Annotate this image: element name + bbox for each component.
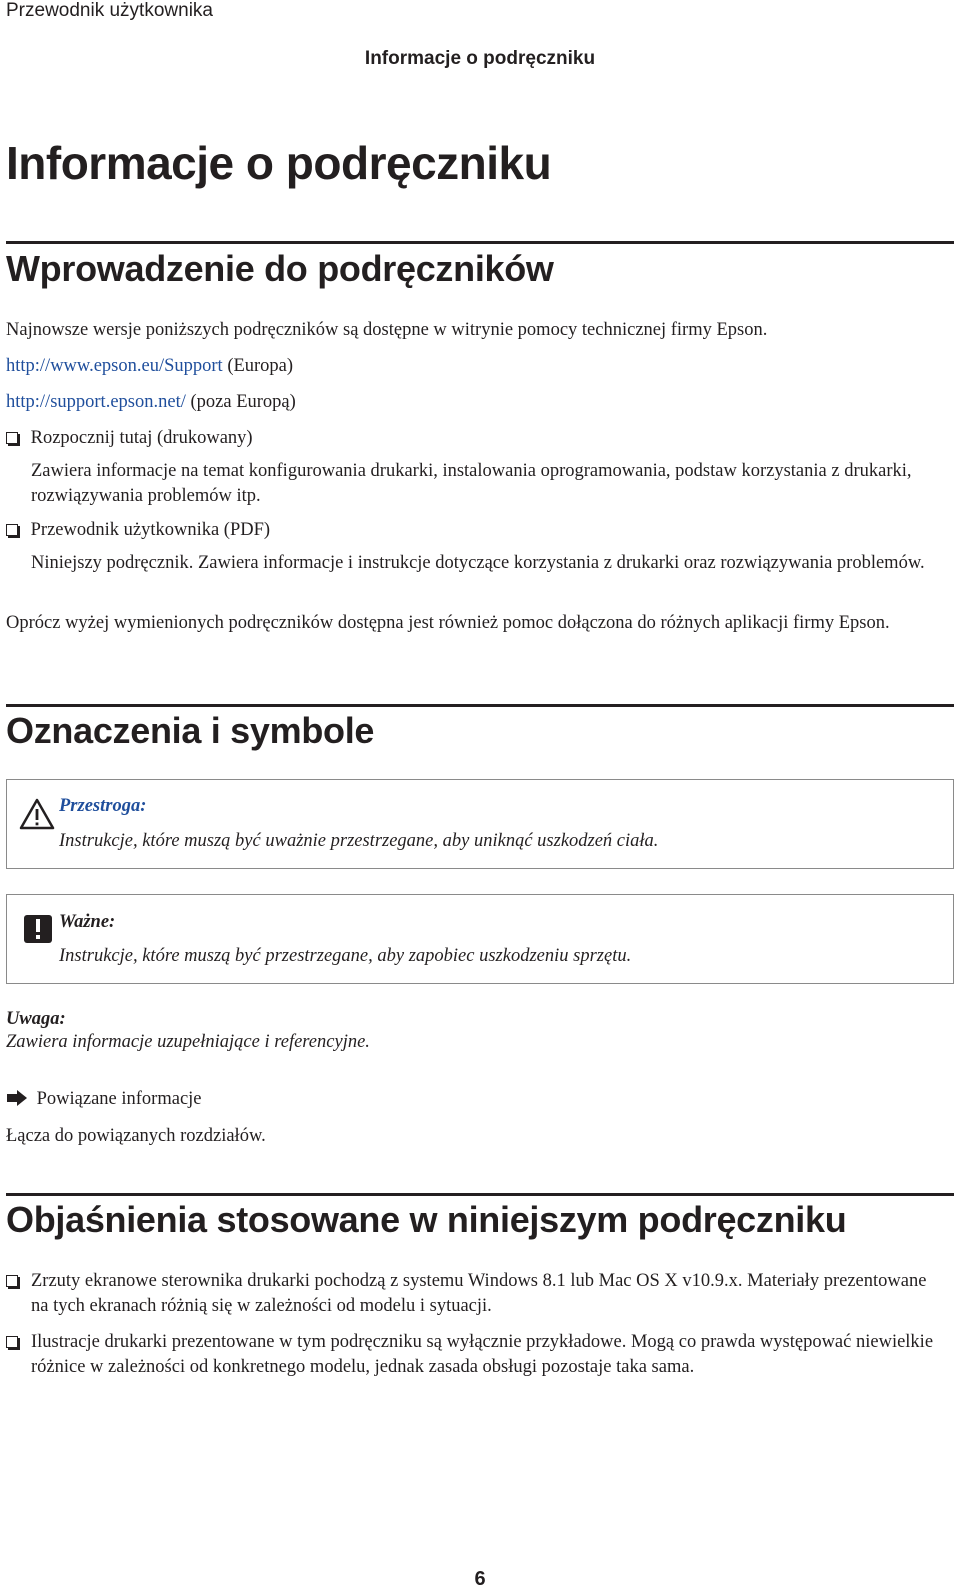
manual-title: Rozpocznij tutaj (drukowany) — [30, 428, 253, 448]
list-item — [6, 1269, 18, 1294]
warning-triangle-icon — [19, 798, 55, 830]
support-link-europe-note: (Europa) — [227, 356, 294, 376]
section-rule — [6, 1193, 954, 1196]
caution-text: Instrukcje, które muszą być uważnie przestrzegane, aby uniknąć uszkodzeń ciała. — [59, 831, 659, 851]
list-item — [6, 518, 270, 543]
checkbox-bullet-icon — [6, 1336, 18, 1348]
section-rule — [6, 704, 954, 707]
caution-callout — [6, 779, 954, 869]
support-link-world[interactable]: http://support.epson.net/ — [6, 392, 186, 412]
important-title: Ważne: — [59, 912, 116, 932]
note-text: Zawiera informacje uzupełniające i referencyjne. — [6, 1032, 370, 1052]
convention-text: Ilustracje drukarki prezentowane w tym podręczniku są wyłącznie przykładowe. Mogą co prawda występować niewielkie różnice w zależności od konkretnego modelu, jednak zasada obsługi pozostaje taka sama. — [31, 1332, 934, 1377]
manual-description: Niniejszy podręcznik. Zawiera informacje i instrukcje dotyczące korzystania z drukarki oraz rozwiązywania problemów. — [31, 553, 925, 573]
checkbox-bullet-icon — [6, 524, 18, 536]
caution-title: Przestroga: — [59, 796, 147, 816]
page-number: 6 — [474, 1568, 486, 1590]
support-link-world-note: (poza Europą) — [190, 392, 296, 412]
checkbox-bullet-icon — [6, 1275, 18, 1287]
related-info-heading — [6, 1086, 202, 1112]
section-heading-symbols: Oznaczenia i symbole — [6, 710, 375, 751]
important-text: Instrukcje, które muszą być przestrzegane, aby zapobiec uszkodzeniu sprzętu. — [59, 946, 632, 966]
checkbox-bullet-icon — [6, 432, 18, 444]
manual-title: Przewodnik użytkownika (PDF) — [30, 520, 271, 540]
section-rule — [6, 241, 954, 244]
section-heading-conventions: Objaśnienia stosowane w niniejszym podręczniku — [6, 1199, 847, 1240]
section-heading-intro: Wprowadzenie do podręczników — [6, 248, 554, 289]
related-title: Powiązane informacje — [36, 1089, 202, 1109]
chapter-title: Informacje o podręczniku — [6, 137, 552, 189]
exclamation-square-icon — [23, 914, 53, 944]
intro-lead: Najnowsze wersje poniższych podręczników są dostępne w witrynie pomocy technicznej firmy Epson. — [6, 320, 768, 340]
arrow-right-icon — [6, 1089, 28, 1107]
related-text: Łącza do powiązanych rozdziałów. — [6, 1126, 266, 1146]
section-header: Informacje o podręczniku — [364, 48, 596, 69]
note-title: Uwaga: — [6, 1009, 66, 1029]
running-header: Przewodnik użytkownika — [6, 0, 213, 21]
important-callout — [6, 894, 954, 984]
intro-closing: Oprócz wyżej wymienionych podręczników dostępna jest również pomoc dołączona do różnych aplikacji firmy Epson. — [6, 613, 890, 633]
list-item — [6, 1330, 18, 1355]
list-item — [6, 426, 253, 451]
support-link-europe[interactable]: http://www.epson.eu/Support — [6, 356, 223, 376]
manual-description: Zawiera informacje na temat konfigurowania drukarki, instalowania oprogramowania, podstaw korzystania z drukarki, rozwiązywania problemów itp. — [31, 461, 912, 506]
convention-text: Zrzuty ekranowe sterownika drukarki pochodzą z systemu Windows 8.1 lub Mac OS X v10.9.x. Materiały prezentowane na tych ekranach różnią się w zależności od modelu i sytuacji. — [31, 1271, 927, 1316]
link-row-world — [6, 390, 946, 415]
link-row-europe — [6, 354, 946, 379]
